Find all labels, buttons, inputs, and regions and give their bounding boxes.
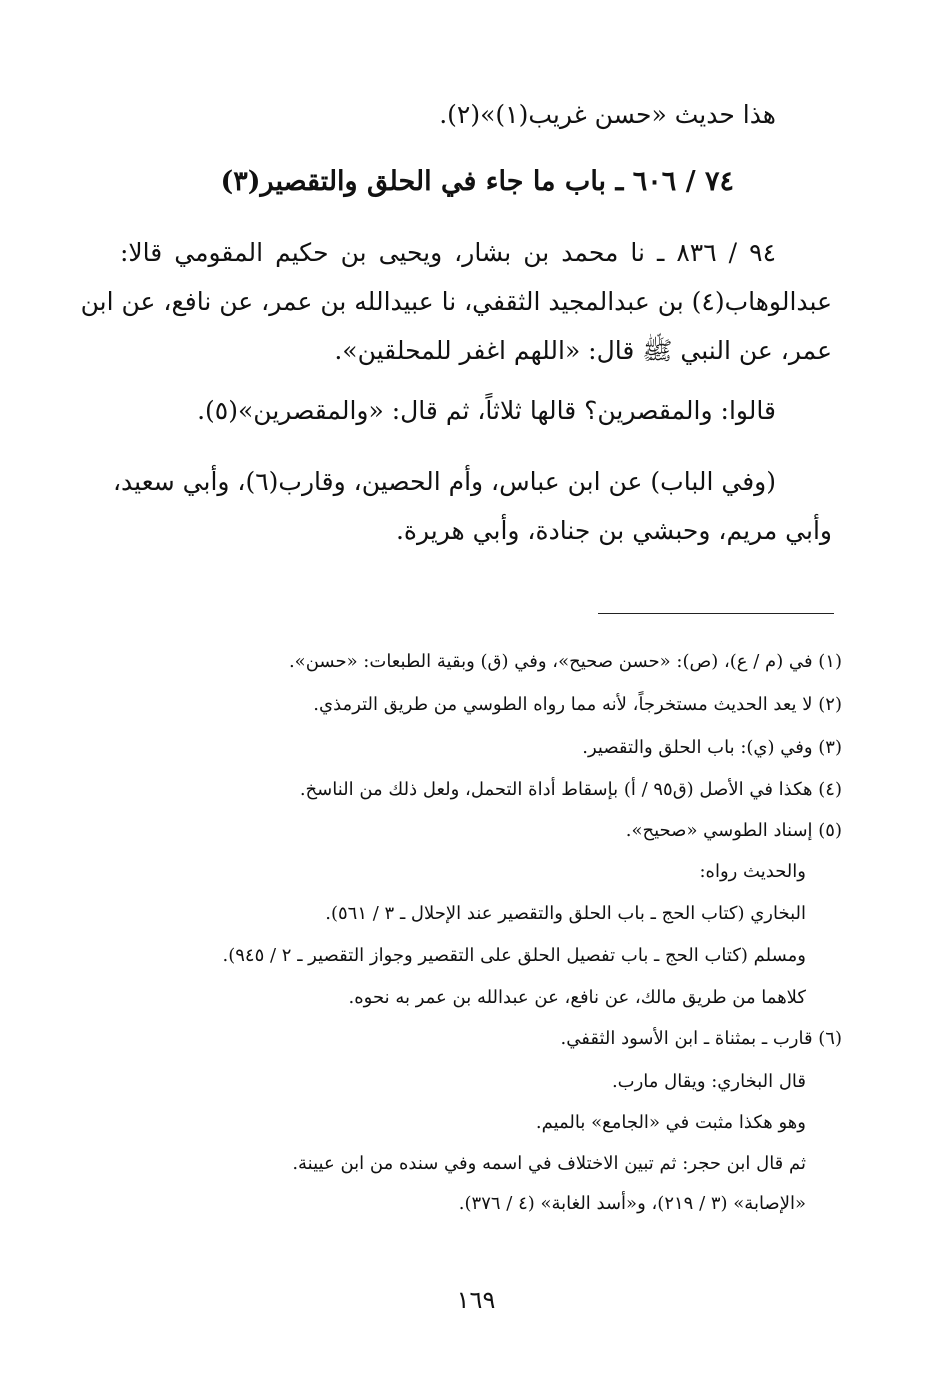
footnote-5: (٥) إسناد الطوسي «صحيح». <box>625 820 842 841</box>
footnote-5-text: والحديث رواه: <box>699 861 806 882</box>
footnote-1: (١) في (م / ع)، (ص): «حسن صحيح»، وفي (ق) وبقية الطبعات: «حسن». <box>288 651 842 672</box>
paragraph-3-line-1: (وفي الباب) عن ابن عباس، وأم الحصين، وقارب(٦)، وأبي سعيد، <box>112 467 776 496</box>
page-number: ١٦٩ <box>456 1286 496 1314</box>
footnote-5-text: البخاري (كتاب الحج ـ باب الحلق والتقصير عند الإحلال ـ ٣ / ٥٦١). <box>325 903 806 924</box>
hadith-line-1: ٩٤ / ٨٣٦ ـ نا محمد بن بشار، ويحيى بن حكيم المقومي قالا: <box>120 238 776 267</box>
intro-line: هذا حديث «حسن غريب(١)»(٢). <box>439 100 776 129</box>
chapter-title: ٧٤ / ٦٠٦ ـ باب ما جاء في الحلق والتقصير(٣) <box>220 166 734 197</box>
footnote-2: (٢) لا يعد الحديث مستخرجاً، لأنه مما رواه الطوسي من طريق الترمذي. <box>313 694 842 715</box>
hadith-line-2: عبدالوهاب(٤) بن عبدالمجيد الثقفي، نا عبيدالله بن عمر، عن نافع، عن ابن <box>80 287 832 316</box>
footnote-5-text: كلاهما من طريق مالك، عن نافع، عن عبدالله بن عمر به نحوه. <box>348 987 806 1008</box>
footnote-separator <box>598 613 834 614</box>
footnote-6-text: وهو هكذا مثبت في «الجامع» بالميم. <box>535 1112 806 1133</box>
footnote-6: (٦) قارب ـ بمثناة ـ ابن الأسود الثقفي. <box>560 1028 842 1049</box>
paragraph-3-line-2: وأبي مريم، وحبشي بن جنادة، وأبي هريرة. <box>395 516 832 545</box>
footnote-6-text: «الإصابة» (٣ / ٢١٩)، و«أسد الغابة» (٤ / ٣٧٦). <box>458 1193 806 1214</box>
footnote-6-text: ثم قال ابن حجر: ثم تبين الاختلاف في اسمه وفي سنده من ابن عيينة. <box>292 1153 806 1174</box>
footnote-3: (٣) وفي (ي): باب الحلق والتقصير. <box>582 737 842 758</box>
hadith-line-3: عمر، عن النبي ﷺ قال: «اللهم اغفر للمحلقين». <box>334 336 832 365</box>
footnote-5-text: ومسلم (كتاب الحج ـ باب تفصيل الحلق على التقصير وجواز التقصير ـ ٢ / ٩٤٥). <box>222 945 806 966</box>
footnote-6-text: قال البخاري: ويقال مارب. <box>611 1071 806 1092</box>
footnote-4: (٤) هكذا في الأصل (ق٩٥ / أ) بإسقاط أداة التحمل، ولعل ذلك من الناسخ. <box>299 779 842 800</box>
paragraph-2: قالوا: والمقصرين؟ قالها ثلاثاً، ثم قال: «والمقصرين»(٥). <box>197 396 776 425</box>
